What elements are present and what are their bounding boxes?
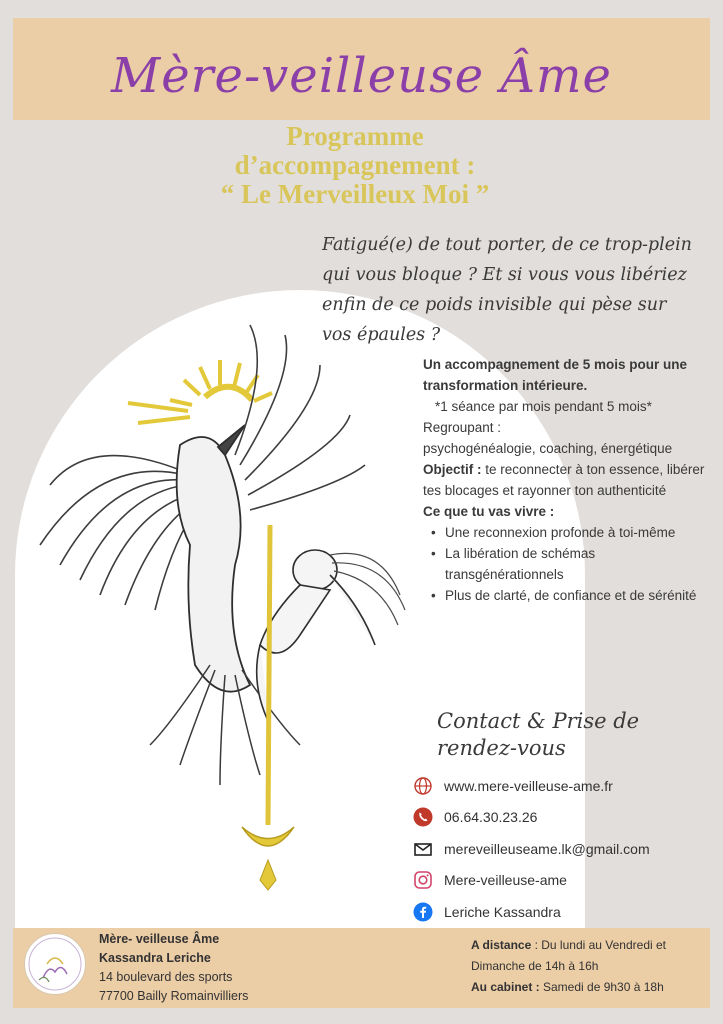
program-details bbox=[423, 354, 708, 606]
list-item: • Une reconnexion profonde à toi-même bbox=[423, 522, 708, 543]
page-title: Mère-veilleuse Âme bbox=[111, 48, 612, 104]
footer-hours bbox=[471, 935, 711, 998]
program-headline: Un accompagnement de 5 mois pour une transformation intérieure. bbox=[423, 357, 688, 393]
grouping-label: Regroupant : bbox=[423, 420, 502, 435]
golden-staff bbox=[268, 525, 270, 825]
list-item: • La libération de schémas transgénérationnels bbox=[423, 543, 708, 585]
contact-facebook[interactable] bbox=[412, 896, 712, 928]
contact-list bbox=[412, 770, 712, 928]
contact-title: Contact & Prise de rendez-vous bbox=[437, 709, 640, 760]
grouping-value: psychogénéalogie, coaching, énergétique bbox=[423, 441, 673, 456]
hours-distance bbox=[471, 935, 711, 977]
right-wing bbox=[235, 325, 365, 510]
experience-label: Ce que tu vas vivre : bbox=[423, 504, 555, 519]
phone-number[interactable]: 06.64.30.23.26 bbox=[444, 809, 538, 826]
instagram-handle[interactable]: Mere-veilleuse-ame bbox=[444, 872, 567, 889]
contact-phone[interactable] bbox=[412, 802, 712, 834]
footer-address-line-2: 77700 Bailly Romainvilliers bbox=[99, 989, 249, 1003]
crescent-moon bbox=[242, 827, 294, 846]
subtitle-line-1: Programme bbox=[286, 121, 424, 151]
objective-value: te reconnecter à ton essence, libérer tes blocages et rayonner ton authenticité bbox=[423, 462, 705, 498]
footer-address bbox=[99, 930, 248, 1006]
left-wing bbox=[40, 456, 192, 610]
phoenix-illustration bbox=[20, 305, 430, 905]
footer-address-line-1: 14 boulevard des sports bbox=[99, 970, 233, 984]
brand-logo bbox=[24, 933, 86, 995]
globe-icon bbox=[412, 775, 434, 797]
intro-text: Fatigué(e) de tout porter, de ce trop-plein qui vous bloque ? Et si vous vous libériez enfin de ce poids invisible qui pèse sur vos épaules ? bbox=[322, 235, 692, 345]
instagram-icon bbox=[412, 869, 434, 891]
website-link[interactable]: www.mere-veilleuse-ame.fr bbox=[444, 777, 613, 794]
facebook-name[interactable]: Leriche Kassandra bbox=[444, 903, 561, 920]
subtitle-line-2: d’accompagnement : bbox=[234, 150, 476, 180]
tail-feathers bbox=[150, 665, 300, 785]
office-value: Samedi de 9h30 à 18h bbox=[539, 980, 664, 994]
facebook-icon bbox=[412, 901, 434, 923]
objective bbox=[423, 459, 708, 501]
contact-instagram[interactable] bbox=[412, 865, 712, 897]
contact-email[interactable] bbox=[412, 833, 712, 865]
bird-body bbox=[177, 425, 250, 692]
office-label: Au cabinet : bbox=[471, 980, 540, 994]
objective-label: Objectif : bbox=[423, 462, 482, 477]
footer-name: Kassandra Leriche bbox=[99, 951, 211, 965]
list-item: • Plus de clarté, de confiance et de sérénité bbox=[423, 585, 708, 606]
distance-value: : Du lundi au Vendredi et Dimanche de 14h à 16h bbox=[471, 938, 667, 973]
contact-website[interactable] bbox=[412, 770, 712, 802]
sessions-note: *1 séance par mois pendant 5 mois* bbox=[435, 399, 652, 414]
hours-office bbox=[471, 977, 711, 998]
mail-icon bbox=[412, 838, 434, 860]
human-figure bbox=[257, 550, 375, 725]
distance-label: A distance bbox=[471, 938, 532, 952]
phone-icon bbox=[412, 806, 434, 828]
email-address[interactable]: mereveilleuseame.lk@gmail.com bbox=[444, 840, 650, 857]
moon-pendant bbox=[260, 860, 276, 890]
footer-brand: Mère- veilleuse Âme bbox=[99, 932, 220, 946]
subtitle-line-3: “ Le Merveilleux Moi ” bbox=[220, 179, 490, 209]
experience-list bbox=[423, 522, 708, 606]
sun-rays bbox=[128, 360, 272, 423]
program-subtitle bbox=[170, 122, 540, 209]
